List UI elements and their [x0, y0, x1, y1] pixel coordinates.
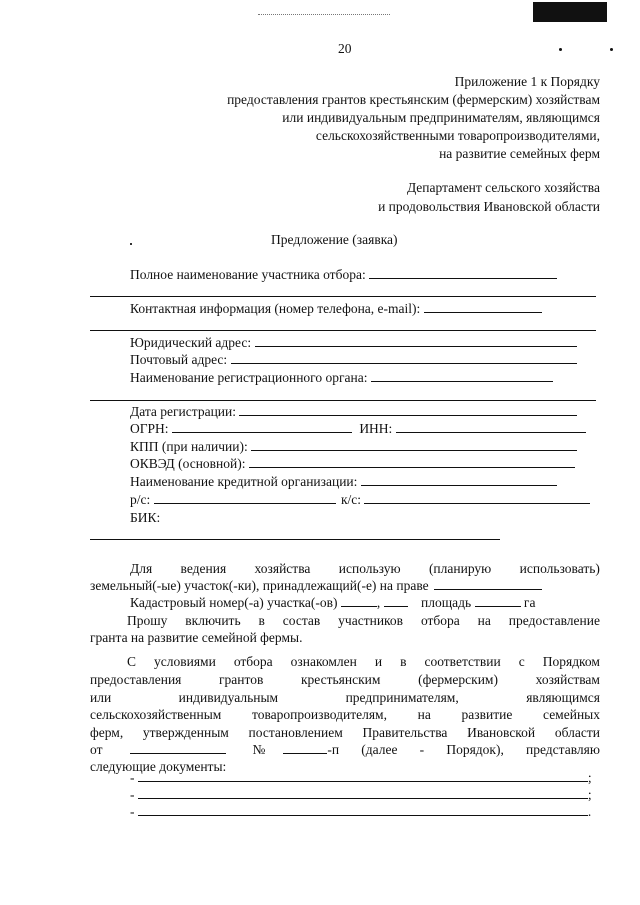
field-label: к/с:	[341, 492, 362, 507]
field-label: р/с:	[130, 492, 151, 507]
word: соответствии	[424, 654, 501, 669]
word: Правительства	[362, 725, 448, 740]
document-item	[130, 803, 591, 820]
scan-dot	[610, 48, 613, 51]
cadastral-input-2[interactable]	[384, 594, 408, 607]
word: являющимся	[526, 690, 600, 705]
word: представляю	[526, 742, 600, 757]
conditions-row-6	[90, 741, 600, 758]
field-label: БИК:	[130, 510, 161, 525]
kpp-input[interactable]	[251, 438, 577, 451]
addressee-line: Департамент сельского хозяйства	[406, 180, 600, 195]
field-label: Юридический адрес:	[130, 335, 252, 350]
word: условиями	[154, 654, 216, 669]
comma: ,	[376, 595, 381, 610]
full-name-input[interactable]	[369, 266, 557, 279]
appendix-line: Приложение 1 к Порядку	[454, 74, 600, 89]
word: Прошу	[127, 613, 168, 628]
decree-date-input[interactable]	[130, 741, 226, 754]
word: постановлением	[248, 725, 343, 740]
scan-redaction-block	[533, 2, 607, 22]
word: области	[554, 725, 600, 740]
item-end: ;	[587, 770, 592, 785]
field-postal-address	[130, 351, 577, 368]
appendix-line: на развитие семейных ферм	[439, 146, 600, 161]
land-line-3	[130, 594, 535, 611]
word: или	[90, 690, 112, 705]
addressee-line: и продовольствия Ивановской области	[378, 199, 600, 214]
reg-authority-continuation-line[interactable]	[90, 400, 596, 401]
land-right-input[interactable]	[434, 577, 542, 590]
field-legal-address	[130, 334, 577, 351]
appendix-line: предоставления грантов крестьянским (фермерским) хозяйствам	[227, 92, 600, 107]
conditions-row-7: следующие документы:	[90, 759, 227, 774]
word: участников	[338, 613, 404, 628]
text-line: земельный(-ые) участок(-ки), принадлежащий(-е) на праве	[90, 578, 429, 593]
word: отбора	[233, 654, 273, 669]
bullet: -	[130, 787, 135, 802]
bank-input[interactable]	[361, 473, 557, 486]
word: семейных	[543, 707, 600, 722]
document-input[interactable]	[138, 786, 588, 799]
word: Для	[130, 561, 153, 576]
field-okved	[130, 455, 575, 472]
word: от	[90, 742, 103, 757]
field-label: Наименование кредитной организации:	[130, 474, 358, 489]
word: Ивановской	[467, 725, 536, 740]
land-line-2	[90, 577, 542, 594]
word: Порядком	[542, 654, 600, 669]
word: отбора	[420, 613, 460, 628]
word: грантов	[219, 672, 264, 687]
number-sign: №	[252, 742, 266, 757]
conditions-row-1	[127, 653, 600, 670]
field-label: ОКВЭД (основной):	[130, 456, 246, 471]
reg-date-input[interactable]	[239, 403, 577, 416]
field-label: КПП (при наличии):	[130, 439, 248, 454]
word: на	[417, 707, 431, 722]
word: предоставление	[508, 613, 600, 628]
word: ведения	[180, 561, 227, 576]
word: предоставления	[90, 672, 182, 687]
word: -	[419, 742, 425, 757]
rs-input[interactable]	[154, 491, 336, 504]
word: хозяйства	[254, 561, 311, 576]
word: С	[127, 654, 137, 669]
cadastral-input-1[interactable]	[341, 594, 377, 607]
inn-input[interactable]	[396, 420, 586, 433]
item-end: .	[587, 804, 592, 819]
conditions-row-2	[90, 671, 600, 688]
field-reg-authority	[130, 369, 553, 386]
bik-line[interactable]	[90, 539, 500, 540]
contact-input[interactable]	[424, 300, 542, 313]
field-full-name	[130, 266, 557, 283]
field-kpp	[130, 438, 577, 455]
request-line-1	[127, 612, 600, 629]
row-6-tail	[327, 741, 600, 758]
scan-dot	[559, 48, 562, 51]
word: товаропроизводителям,	[252, 707, 387, 722]
word: использовать)	[519, 561, 600, 576]
word: Порядок),	[446, 742, 504, 757]
word: (далее	[361, 742, 398, 757]
word: хозяйствам	[535, 672, 600, 687]
full-name-continuation-line[interactable]	[90, 296, 596, 297]
document-input[interactable]	[138, 803, 588, 816]
word: ферм,	[90, 725, 124, 740]
word: в	[258, 613, 265, 628]
scan-dot	[130, 243, 132, 245]
field-label: ИНН:	[359, 421, 393, 436]
document-title: Предложение (заявка)	[271, 232, 398, 247]
field-bik	[130, 509, 160, 526]
scan-header-noise	[258, 14, 390, 15]
word: -п	[327, 742, 340, 757]
field-accounts	[130, 491, 590, 508]
reg-authority-input[interactable]	[371, 369, 553, 382]
request-line-2: гранта на развитие семейной фермы.	[90, 630, 303, 645]
addressee-block	[378, 178, 600, 216]
field-label: Почтовый адрес:	[130, 352, 228, 367]
document-item	[130, 769, 592, 786]
word: включить	[185, 613, 241, 628]
item-end: ;	[587, 787, 592, 802]
okved-input[interactable]	[249, 455, 575, 468]
land-line-1	[130, 560, 600, 577]
bullet: -	[130, 804, 135, 819]
conditions-row-4	[90, 706, 600, 723]
word: состав	[282, 613, 321, 628]
text-line: га	[523, 595, 536, 610]
word: (планирую	[428, 561, 492, 576]
text-line: площадь	[421, 595, 472, 610]
word: и	[374, 654, 383, 669]
word: развитие	[461, 707, 513, 722]
area-input[interactable]	[475, 594, 521, 607]
field-bank	[130, 473, 557, 490]
field-label: Наименование регистрационного органа:	[130, 370, 368, 385]
word: утвержденным	[142, 725, 229, 740]
conditions-row-5	[90, 724, 600, 741]
field-label: Дата регистрации:	[130, 404, 237, 419]
word: ознакомлен	[290, 654, 357, 669]
field-label: Контактная информация (номер телефона, e-mail):	[130, 301, 421, 316]
document-input[interactable]	[138, 769, 588, 782]
text-line: Кадастровый номер(-а) участка(-ов)	[130, 595, 338, 610]
word: индивидуальным	[178, 690, 279, 705]
ogrn-input[interactable]	[172, 420, 352, 433]
appendix-block	[227, 73, 600, 163]
decree-number-input[interactable]	[283, 741, 327, 754]
bullet: -	[130, 770, 135, 785]
postal-address-input[interactable]	[231, 351, 577, 364]
word: с	[518, 654, 525, 669]
field-label: ОГРН:	[130, 421, 169, 436]
page-number: 20	[338, 41, 352, 56]
word: использую	[338, 561, 401, 576]
word: на	[477, 613, 491, 628]
field-reg-date	[130, 403, 577, 420]
field-label: Полное наименование участника отбора:	[130, 267, 366, 282]
word: крестьянским	[301, 672, 381, 687]
word: предпринимателям,	[345, 690, 459, 705]
word: сельскохозяйственным	[90, 707, 222, 722]
document-item	[130, 786, 592, 803]
conditions-row-3	[90, 689, 600, 706]
field-contact	[130, 300, 542, 317]
word: (фермерским)	[418, 672, 498, 687]
legal-address-input[interactable]	[255, 334, 577, 347]
appendix-line: сельскохозяйственными товаропроизводителями,	[315, 128, 600, 143]
field-ogrn-inn	[130, 420, 586, 437]
appendix-line: или индивидуальным предпринимателям, являющимся	[282, 110, 600, 125]
word: в	[400, 654, 407, 669]
contact-continuation-line[interactable]	[90, 330, 596, 331]
ks-input[interactable]	[364, 491, 590, 504]
